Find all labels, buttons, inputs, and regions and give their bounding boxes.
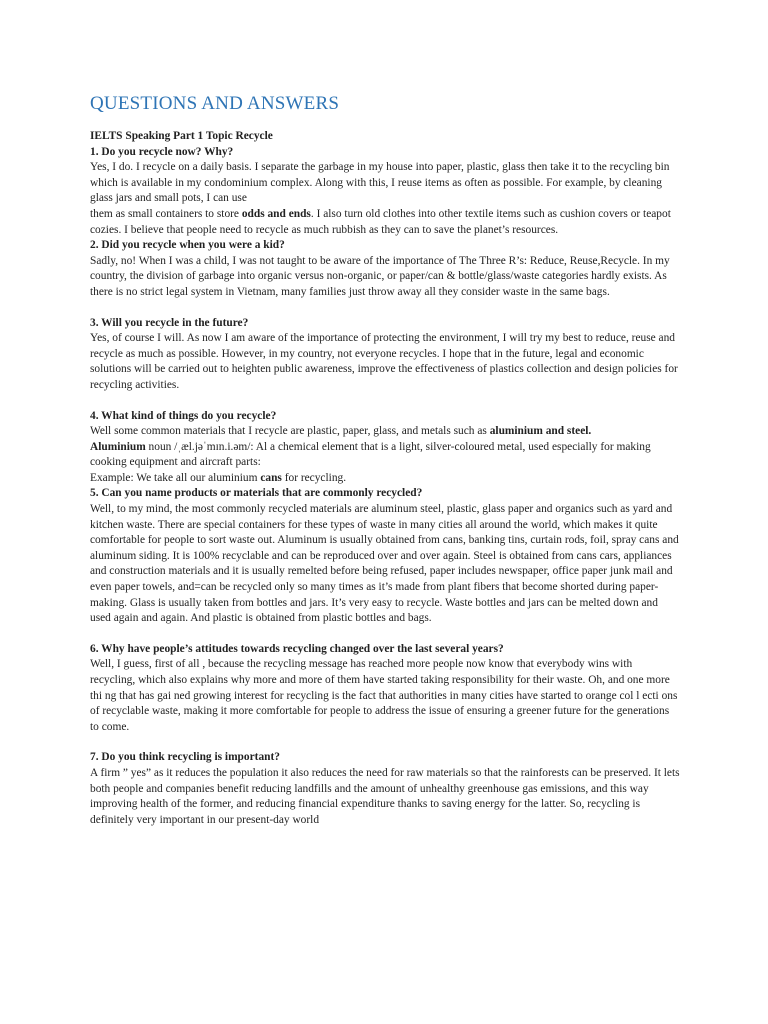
question-3: 3. Will you recycle in the future? [90, 316, 249, 329]
definition-text: noun /ˌæl.jəˈmɪn.i.əm/: Al a chemical element that is a light, silver-coloured metal, used especially for making cooking equipment and aircraft parts: [90, 440, 651, 469]
example-text-a: Example: We take all our aluminium [90, 471, 261, 484]
answer-4 [90, 424, 680, 486]
document-page [90, 92, 680, 828]
question-5: 5. Can you name products or materials that are commonly recycled? [90, 487, 423, 500]
answer-7: A firm ” yes” as it reduces the population it also reduces the need for raw materials so that the rainforests can be preserved. It lets both people and companies benefit reducing landfills and the amount of unhealthy greenhouse gas emissions, and this way improving health of the former, and reducing financial expenditure thanks to saving energy for the latter. So, recycling is definitely very important in our present-day world [90, 766, 680, 826]
example-highlight: cans [260, 471, 282, 484]
document-subtitle: IELTS Speaking Part 1 Topic Recycle [90, 130, 273, 142]
answer-1-highlight: odds and ends [241, 207, 311, 220]
answer-1 [90, 160, 680, 238]
answer-1-text-c: . I also turn old clothes into other textile items such as cushion covers or teapot cozies. I believe that people need to recycle as much rubbish as they can to save the planet’s resources. [90, 207, 671, 236]
answer-4-example [90, 471, 680, 487]
question-4: 4. What kind of things do you recycle? [90, 409, 277, 422]
page-title: QUESTIONS AND ANSWERS [90, 93, 340, 114]
definition-term: Aluminium [90, 440, 146, 453]
answer-1-line-1: Yes, I do. I recycle on a daily basis. I separate the garbage in my house into paper, plastic, glass then take it to the recycling bin which is available in my condominium complex. Along with this, I reuse items as often as possible. For example, by cleaning glass jars and small pots, I can use [90, 161, 670, 205]
answer-4-text-a: Well some common materials that I recycle are plastic, paper, glass, and metals such as [90, 425, 490, 438]
question-7: 7. Do you think recycling is important? [90, 751, 280, 764]
question-6: 6. Why have people’s attitudes towards recycling changed over the last several years? [90, 642, 504, 655]
example-text-c: for recycling. [281, 471, 347, 484]
answer-6: Well, I guess, first of all , because the recycling message has reached more people now know that everybody wins with recycling, which also explains why more and more of them have started taking responsibility for their waste. Oh, and one more thi ng that has gai ned growing interest for recycling is the fact that authorities in many cities have started to orange col l ecti ons of recyclable waste, making it more comfortable for people to address the issue of ensuring a greener future for the generations to come. [90, 658, 678, 733]
answer-3: Yes, of course I will. As now I am aware of the importance of protecting the environment, I will try my best to reduce, reuse and recycle as much as possible. However, in my country, not everyone recycles. I hope that in the future, legal and economic solutions will be carried out to heighten public awareness, improve the effectiveness of plastics collection and design policies for recycling activities. [90, 332, 678, 391]
answer-2: Sadly, no! When I was a child, I was not taught to be aware of the importance of The Three R’s: Reduce, Reuse,Recycle. In my country, the division of garbage into organic versus non-organic, or paper/can & bottle/glass/waste categories hardly exists. As there is no strict legal system in Vietnam, many families just throw away all they consider waste in the same bags. [90, 254, 670, 298]
question-2: 2. Did you recycle when you were a kid? [90, 239, 285, 252]
answer-4-line-1 [90, 424, 680, 440]
question-1: 1. Do you recycle now? Why? [90, 145, 234, 158]
answer-5: Well, to my mind, the most commonly recycled materials are aluminum steel, plastic, glass paper and organics such as yard and kitchen waste. There are special containers for these types of waste in many cities all around the world, which makes it quite comfortable for people to sort waste out. Aluminum is usually obtained from cans, banking tins, curtain rods, foil, spray cans and aluminum siding. It is 100% recyclable and can be reproduced over and over again. Steel is obtained from cans cars, appliances and construction materials and it is usually remelted before being refused, paper includes newspaper, office paper junk mail and even paper towels, and=can be recycled only so many times as it’s made from plant fibers that become shorted during paper- making. Glass is usually taken from bottles and jars. It’s very easy to recycle. Waste bottles and jars can be melted down and used again and again. And plastic is obtained from plastic bottles and bags. [90, 503, 679, 625]
answer-4-highlight: aluminium and steel. [489, 425, 592, 438]
answer-1-line-2 [90, 207, 680, 238]
answer-4-definition [90, 440, 680, 471]
answer-1-text-a: them as small containers to store [90, 207, 242, 220]
